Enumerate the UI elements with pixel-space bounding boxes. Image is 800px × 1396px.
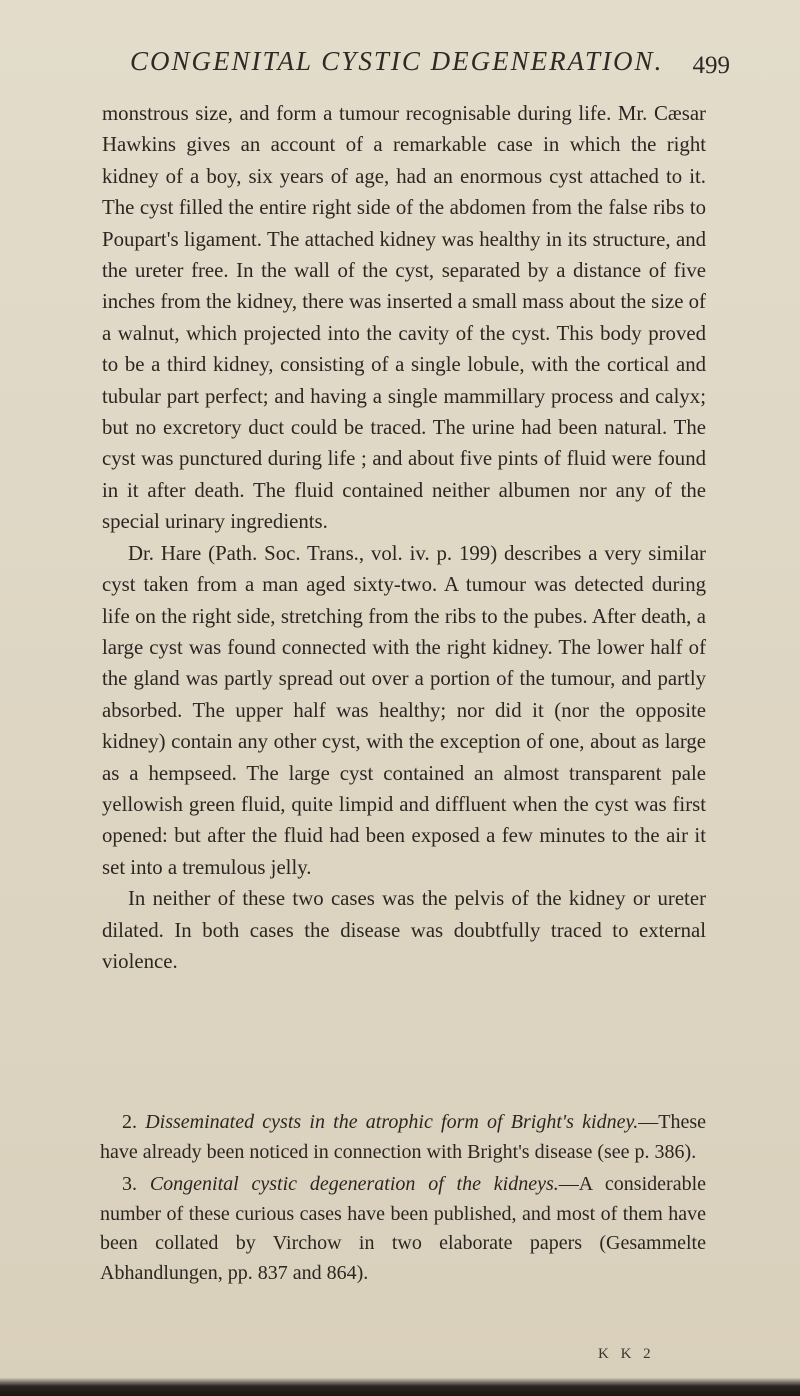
page-header: [100, 40, 730, 90]
page-number: 499: [692, 52, 730, 79]
section-number: 2.: [122, 1111, 137, 1133]
paragraph-hawkins-case: monstrous size, and form a tumour recognisable during life. Mr. Cæsar Hawkins gives an account of a remarkable case in which the right kidney of a boy, six years of age, had an enormous cyst attached to it. The cyst filled the entire right side of the abdomen from the false ribs to Poupart's ligament. The attached kidney was healthy in its structure, and the ureter free. In the wall of the cyst, separated by a distance of five inches from the kidney, there was inserted a small mass about the size of a walnut, which projected into the cavity of the cyst. This body proved to be a third kidney, consisting of a single lobule, with the cortical and tubular part perfect; and having a single mammillary process and calyx; but no excretory duct could be traced. The urine had been natural. The cyst was punctured during life ; and about five pints of fluid were found in it after death. The fluid contained neither albumen nor any of the special urinary ingredients.: [102, 102, 706, 534]
signature-mark: K K 2: [598, 1346, 655, 1362]
paragraph-hare-case: Dr. Hare (Path. Soc. Trans., vol. iv. p. 199) describes a very similar cyst taken from a man aged sixty-two. A tumour was detected during life on the right side, stretching from the ribs to the pubes. After death, a large cyst was found connected with the right kidney. The lower half of the gland was partly spread out over a portion of the tumour, and partly absorbed. The upper half was healthy; nor did it (nor the opposite kidney) contain any other cyst, with the exception of one, about as large as a hempseed. The large cyst contained an almost transparent pale yellowish green fluid, quite limpid and diffluent when the cyst was first opened: but after the fluid had been exposed a few minutes to the air it set into a tremulous jelly.: [102, 541, 706, 879]
section-title: Disseminated cysts in the atrophic form of Bright's kidney.: [145, 1111, 639, 1133]
section-title: Congenital cystic degeneration of the kidneys.: [149, 1173, 559, 1195]
scan-edge-shadow: [0, 1378, 800, 1396]
paragraph-conclusion: In neither of these two cases was the pelvis of the kidney or ureter dilated. In both cases the disease was doubtfully traced to external violence.: [102, 887, 706, 973]
section-disseminated-cysts: [100, 1108, 706, 1167]
section-body: —These have already been noticed in connection with Bright's disease (see p. 386).: [100, 1111, 707, 1163]
running-head: CONGENITAL CYSTIC DEGENERATION.: [130, 46, 664, 76]
main-text: [102, 98, 706, 977]
section-body: —A considerable number of these curious cases have been published, and most of them have been collated by Virchow in two elaborate papers (Gesammelte Abhandlungen, pp. 837 and 864).: [100, 1173, 706, 1284]
section-congenital-degeneration: [100, 1170, 706, 1288]
section-number: 3.: [122, 1173, 137, 1195]
section-list: [100, 1108, 706, 1291]
